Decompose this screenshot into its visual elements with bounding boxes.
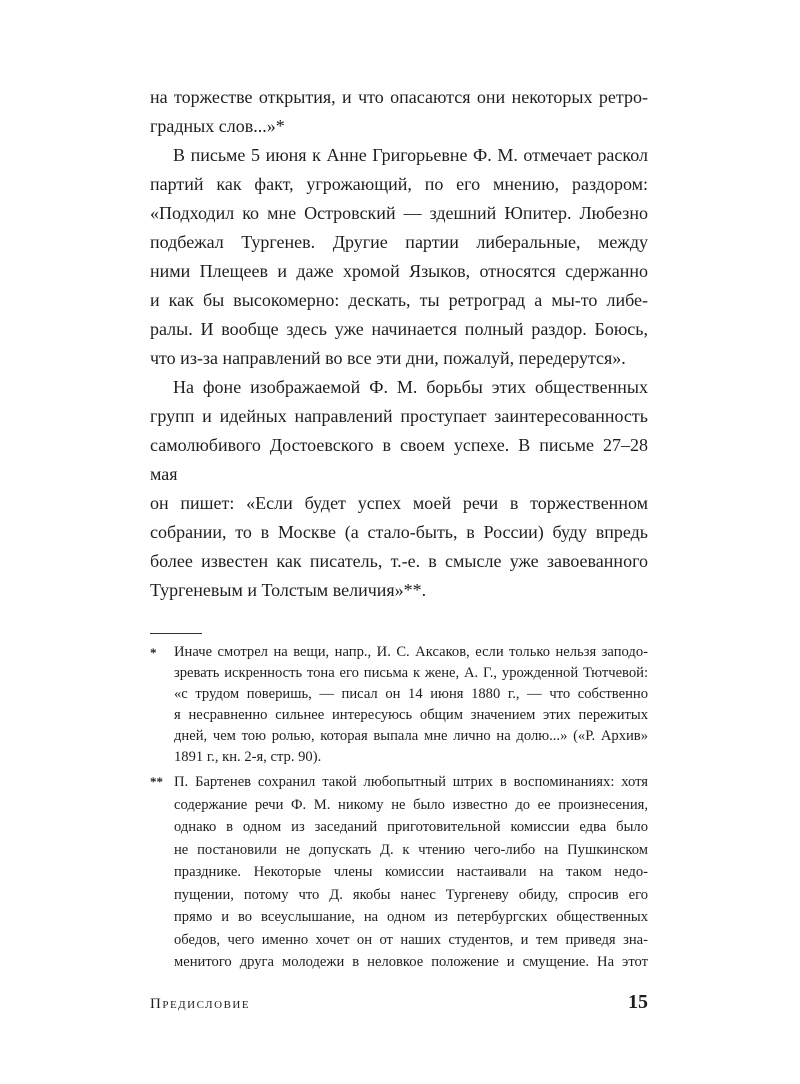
footnote <box>150 771 648 974</box>
running-title: Предисловие <box>150 995 251 1012</box>
page-number: 15 <box>628 990 648 1013</box>
paragraph <box>150 373 648 605</box>
text-line: он пишет: «Если будет успех моей речи в торжественном <box>150 493 648 513</box>
footnote-line: обедов, чего именно хочет он от наших студентов, и тем приведя зна- <box>174 931 648 948</box>
footnote-line: я несравненно сильнее интересуюсь общим значением этих пережитых <box>174 707 648 723</box>
footnote-line: пущении, потому что Д. якобы нанес Тургеневу обиду, спросив его <box>174 886 648 903</box>
text-line: что из-за направлений во все эти дни, пожалуй, передерутся». <box>150 348 626 368</box>
footnote-mark: ** <box>150 774 163 789</box>
page-footer <box>150 977 648 1014</box>
footnote-line: содержание речи Ф. М. никому не было известно до ее произнесения, <box>174 796 648 813</box>
footnote-line: зревать искренность тона его письма к жене, А. Г., урожденной Тютчевой: <box>174 665 648 681</box>
footnote-mark: * <box>150 645 157 660</box>
text-line: «Подходил ко мне Островский — здешний Юпитер. Любезно <box>150 203 648 223</box>
text-line: На фоне изображаемой Ф. М. борьбы этих общественных <box>173 377 648 397</box>
text-line: самолюбивого Достоевского в своем успехе. В письме 27–28 мая <box>150 435 648 484</box>
footnote <box>150 642 648 768</box>
text-line: групп и идейных направлений проступает заинтересованность <box>150 406 648 426</box>
footnote-text <box>174 642 648 768</box>
text-line: и как бы высокомерно: дескать, ты ретроград а мы-то либе- <box>150 290 648 310</box>
paragraph <box>150 141 648 373</box>
book-page <box>150 0 648 1084</box>
footnote-line: однако в одном из заседаний приготовительной комиссии едва было <box>174 819 648 835</box>
text-line: градных слов...»* <box>150 116 285 136</box>
text-line: подбежал Тургенев. Другие партии либеральные, между <box>150 232 648 252</box>
text-line: Тургеневым и Толстым величия»**. <box>150 580 427 600</box>
footnote-text <box>174 771 648 974</box>
footnote-line: празднике. Некоторые члены комиссии настаивали на таком недо- <box>174 864 648 880</box>
paragraph <box>150 83 648 141</box>
text-line: более известен как писатель, т.-е. в смысле уже завоеванного <box>150 551 648 571</box>
text-line: партий как факт, угрожающий, по его мнению, раздором: <box>150 174 648 194</box>
footnotes <box>150 642 648 977</box>
footnote-line: не постановили не допускать Д. к чтению чего-либо на Пушкинском <box>174 841 648 858</box>
footnote-line: «с трудом поверишь, — писал он 14 июня 1880 г., — что собственно <box>174 686 648 702</box>
footnote-separator <box>150 633 202 634</box>
text-line: В письме 5 июня к Анне Григорьевне Ф. М. отмечает раскол <box>173 145 648 165</box>
footnote-line: Иначе смотрел на вещи, напр., И. С. Аксаков, если только нельзя заподо- <box>174 644 648 660</box>
text-line: ними Плещеев и даже хромой Языков, относятся сдержанно <box>150 261 648 281</box>
footnote-line: П. Бартенев сохранил такой любопытный штрих в воспоминаниях: хотя <box>174 774 648 790</box>
text-line: собрании, то в Москве (а стало-быть, в России) буду впредь <box>150 522 648 542</box>
main-text <box>150 83 648 605</box>
footnote-line: прямо и во всеуслышание, на одном из петербургских общественных <box>174 909 648 925</box>
text-line: на торжестве открытия, и что опасаются они некоторых ретро- <box>150 87 648 107</box>
text-line: ралы. И вообще здесь уже начинается полный раздор. Боюсь, <box>150 319 648 339</box>
footnote-line: 1891 г., кн. 2-я, стр. 90). <box>174 749 322 765</box>
footnote-line: менитого друга молодежи в неловкое положение и смущение. На этот <box>174 954 648 970</box>
footnote-line: дней, чем тою ролью, которая выпала мне лично на долю...» («Р. Архив» <box>174 728 648 744</box>
